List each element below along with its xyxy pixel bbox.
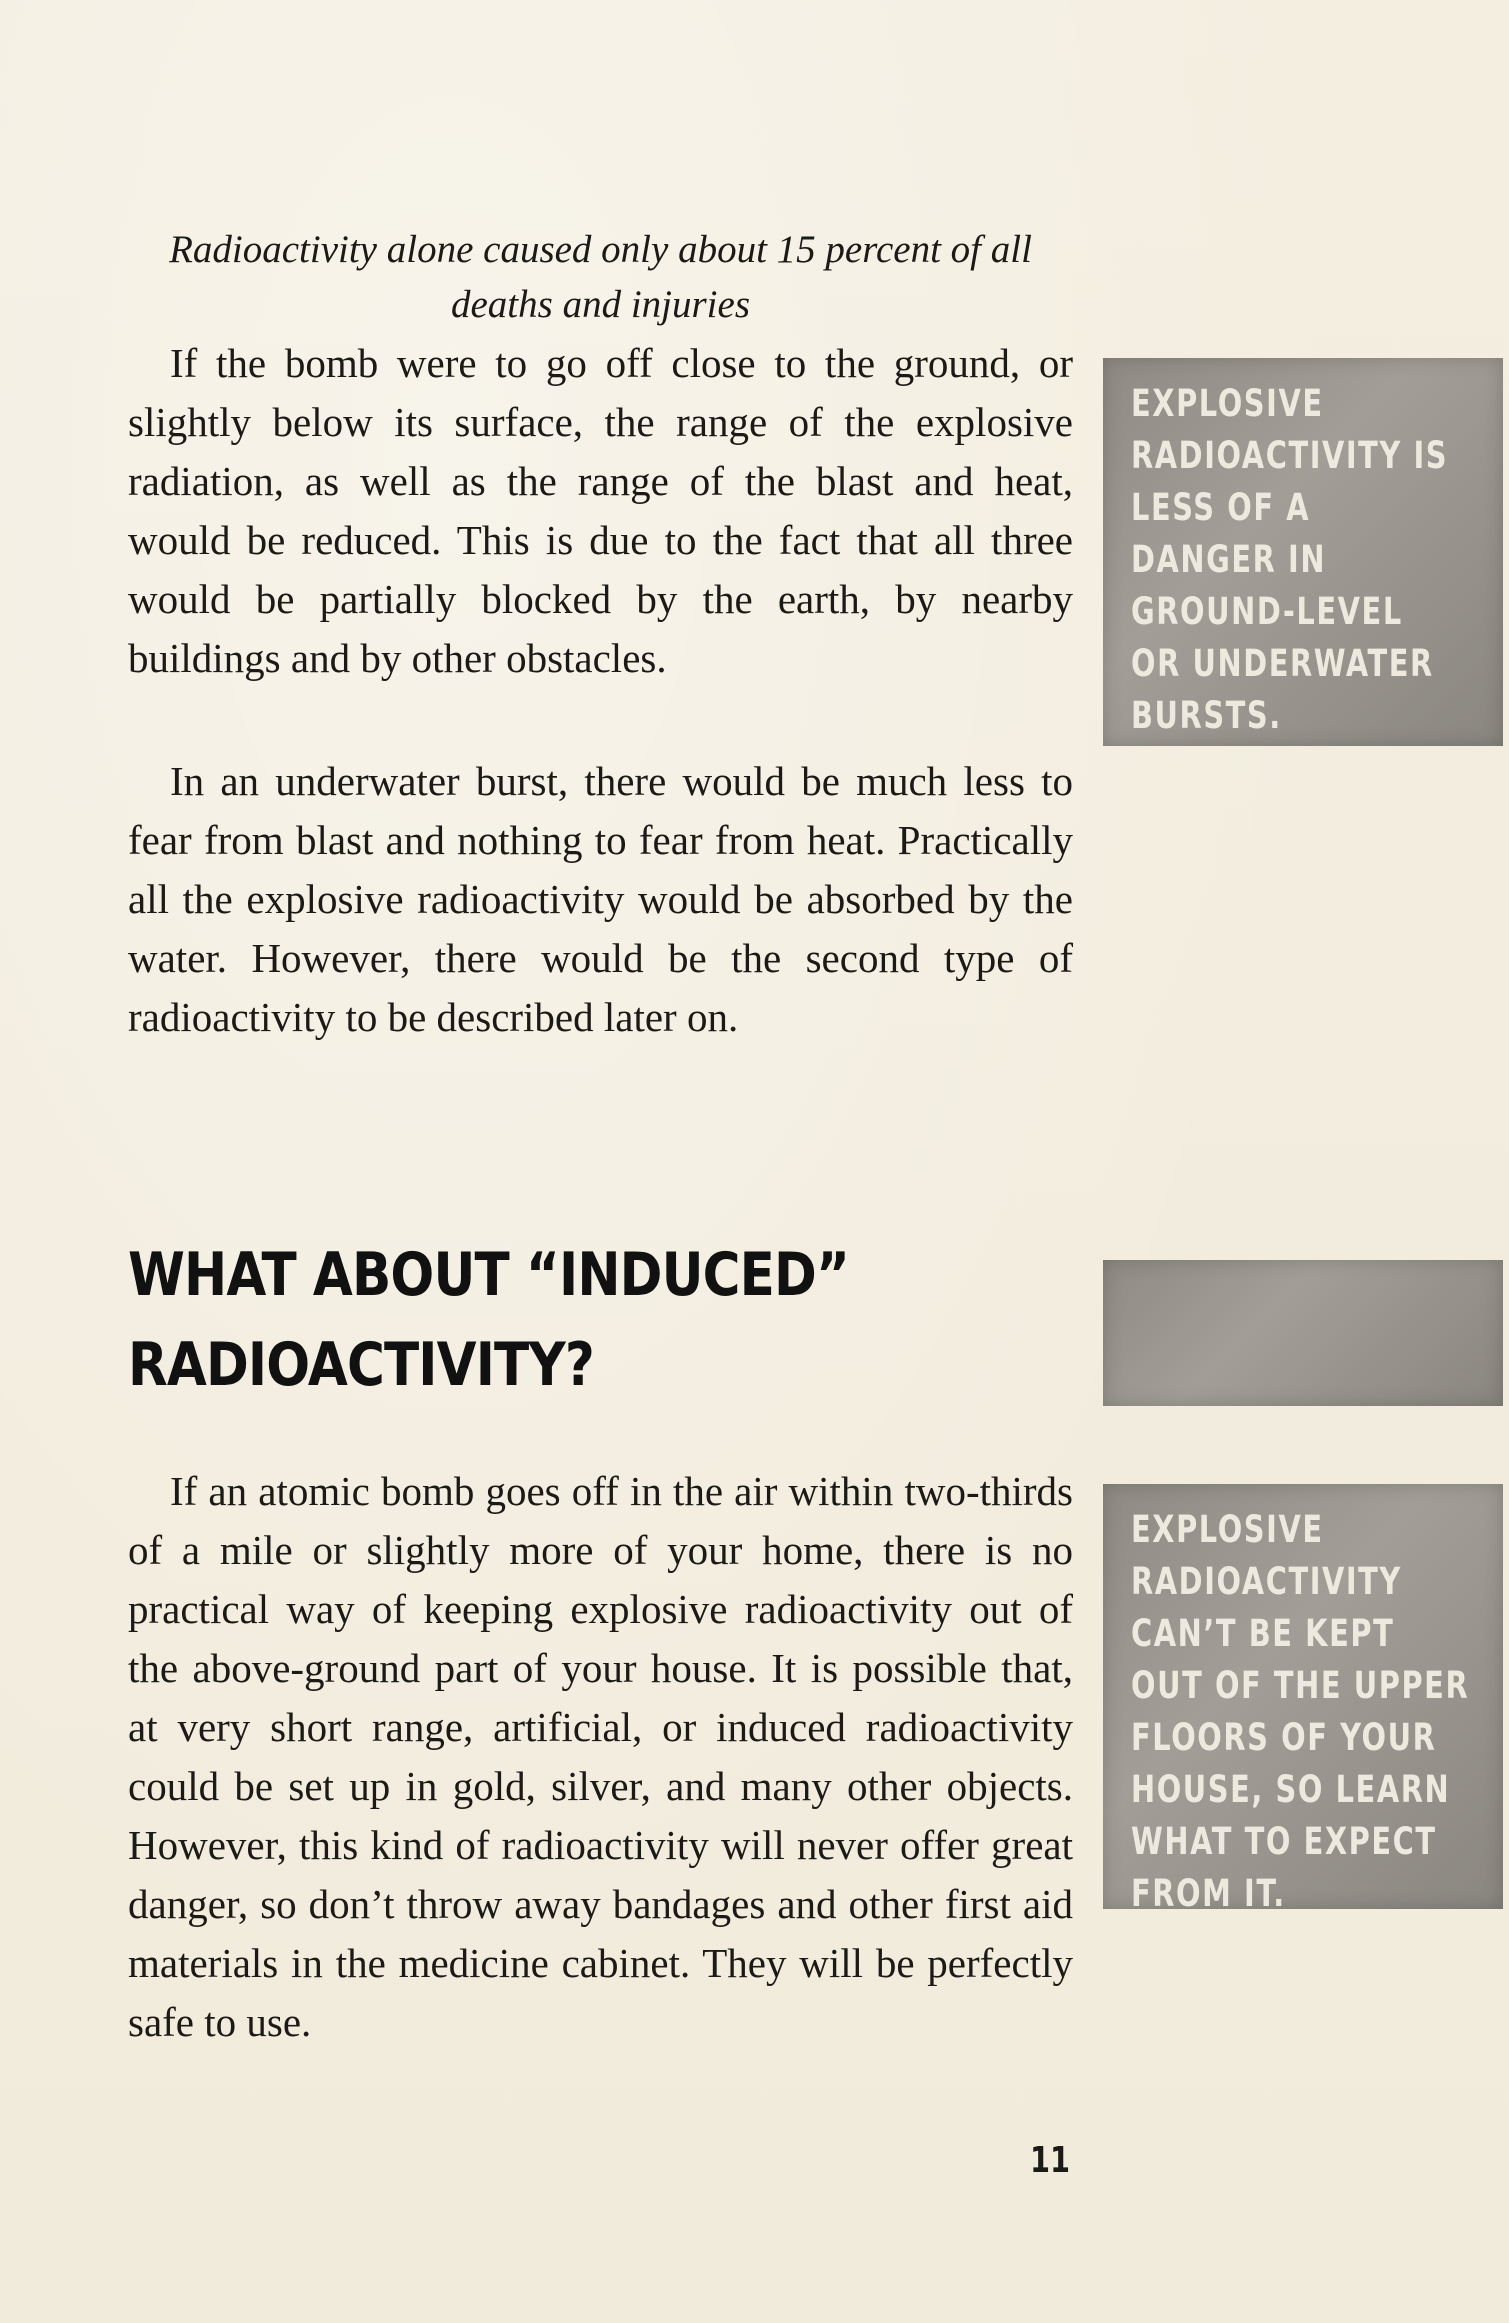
sidebar-box-ground-level [1103,358,1503,746]
sidebar-box-upper-floors [1103,1484,1503,1915]
sidebar-text-ground-level: EXPLOSIVE RADIOACTIVITY IS LESS OF A DANGER IN GROUND-LEVEL OR UNDERWATER BURSTS. [1131,382,1449,737]
paragraph-ground-burst: If the bomb were to go off close to the ground, or slightly below its surface, the range of the explosive radiation, as well as the range of the blast and heat, would be reduced. This is due to the fact that all three would be partially blocked by the earth, by nearby buildings and by other obstacles. [128,340,1073,681]
section-heading: WHAT ABOUT “INDUCED” RADIOACTIVITY? [128,1240,850,1400]
paragraph-induced-radioactivity: If an atomic bomb goes off in the air within two-thirds of a mile or slightly more of your home, there is no practical way of keeping explosive radioactivity out of the above-ground part of your house. It is possible that, at very short range, artificial, or induced radioactivity could be set up in gold, silver, and many other objects. However, this kind of radioactivity will never offer great danger, so don’t throw away bandages and other first aid materials in the medicine cabinet. They will be perfectly safe to use. [128,1468,1073,2045]
page-number: 11 [1030,2140,1071,2181]
paragraph-underwater-burst: In an underwater burst, there would be much less to fear from blast and nothing to fear from heat. Practically all the explosive radioactivity would be absorbed by the water. However, there would be the second type of radioactivity to be described later on. [128,758,1073,1040]
sidebar-text-upper-floors: EXPLOSIVE RADIOACTIVITY CAN’T BE KEPT OUT OF THE UPPER FLOORS OF YOUR HOUSE, SO LEARN WHAT TO EXPECT FROM IT. [1131,1508,1470,1915]
sidebar-box-blank [1103,1260,1503,1406]
italic-subheading: Radioactivity alone caused only about 15 percent of all deaths and injuries [169,228,1032,326]
